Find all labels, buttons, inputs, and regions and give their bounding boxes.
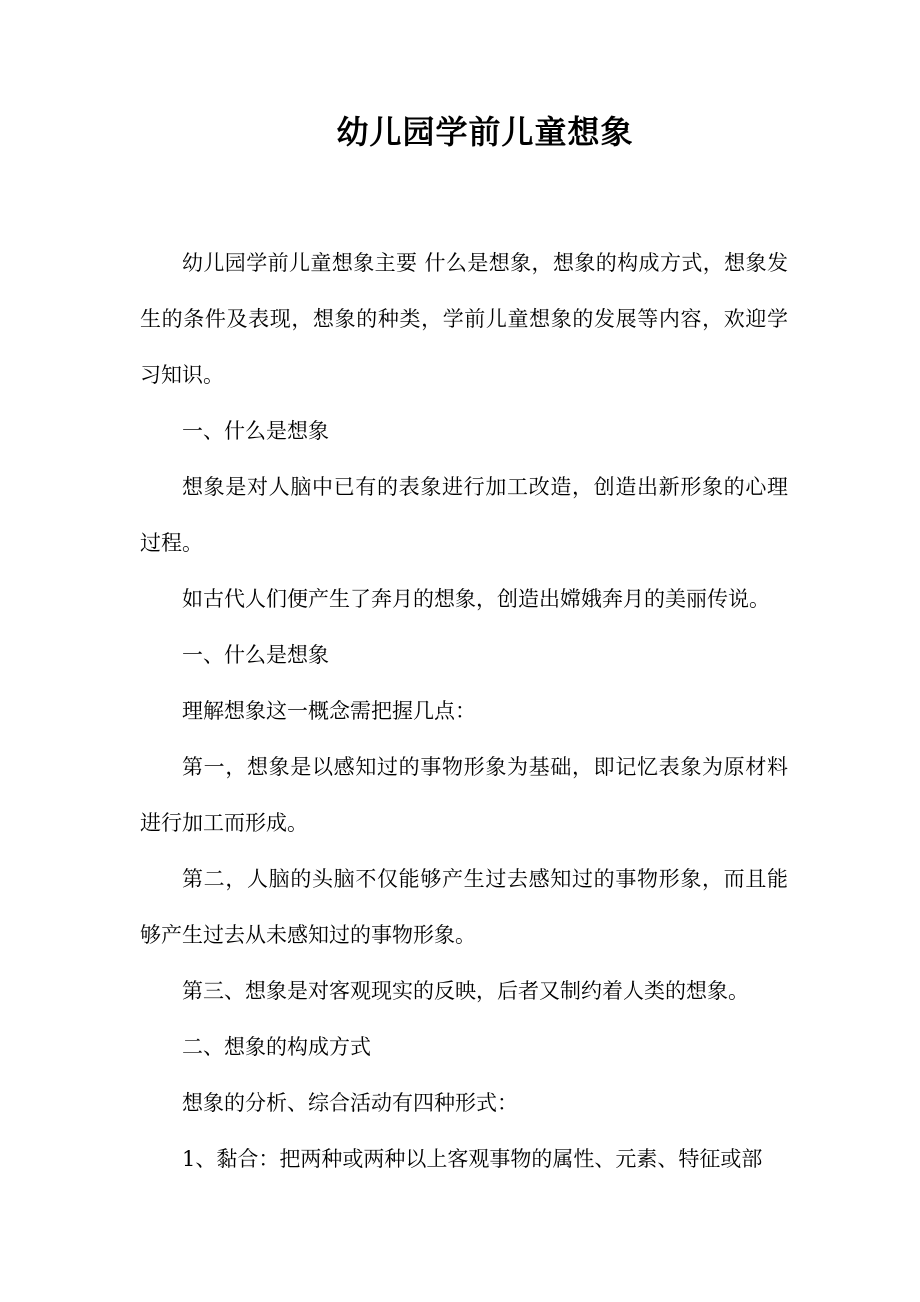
section-heading: 一、什么是想象 <box>182 643 329 667</box>
paragraph: 如古代人们便产生了奔月的想象，创造出嫦娥奔月的美丽传说。 <box>182 587 770 611</box>
section-heading: 二、想象的构成方式 <box>182 1035 371 1059</box>
paragraph: 想象是对人脑中已有的表象进行加工改造，创造出新形象的心理过程。 <box>140 475 788 555</box>
paragraph: 第三、想象是对客观现实的反映，后者又制约着人类的想象。 <box>182 979 749 1003</box>
document-title: 幼儿园学前儿童想象 <box>336 113 634 151</box>
paragraph: 想象的分析、综合活动有四种形式： <box>182 1091 518 1115</box>
paragraph-intro: 幼儿园学前儿童想象主要 什么是想象，想象的构成方式，想象发生的条件及表现，想象的种类，学前儿童想象的发展等内容，欢迎学习知识。 <box>140 251 788 387</box>
paragraph: 第一，想象是以感知过的事物形象为基础，即记忆表象为原材料进行加工而形成。 <box>140 755 788 835</box>
paragraph: 理解想象这一概念需把握几点： <box>182 699 476 723</box>
paragraph: 第二，人脑的头脑不仅能够产生过去感知过的事物形象，而且能够产生过去从未感知过的事物形象。 <box>140 867 788 947</box>
section-heading: 一、什么是想象 <box>182 419 329 443</box>
document-body <box>140 235 788 1187</box>
paragraph: 1、黏合：把两种或两种以上客观事物的属性、元素、特征或部 <box>182 1147 763 1171</box>
